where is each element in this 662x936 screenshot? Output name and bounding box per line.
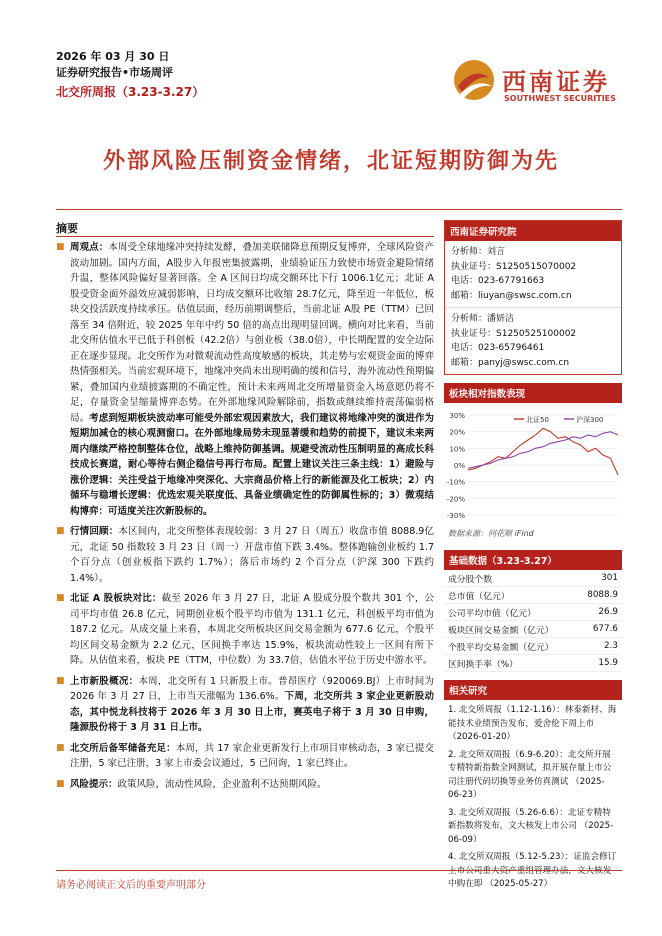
chart-header: 板块相对指数表现 — [444, 383, 622, 403]
y-tick-label: 0% — [453, 462, 465, 470]
item-label: 行情回顾： — [70, 526, 119, 537]
item-label: 北证 A 股板块对比： — [70, 593, 162, 604]
item-weekly-view — [56, 240, 434, 519]
summary-body — [56, 240, 434, 797]
analyst-email[interactable]: 邮箱：liuyan@swsc.com.cn — [451, 290, 572, 301]
y-tick-label: 30% — [449, 412, 465, 420]
table-row: 板块区间交易金额（亿元） 677.6 — [444, 621, 622, 638]
series-line-hs300 — [468, 432, 618, 469]
summary-heading: 摘要 — [56, 222, 78, 235]
item-text: 本周，共 17 家企业更新发行上市项目审核动态，3 家已提交注册，5 家已注册，3 家上市委会议通过，5 已问询，1 家已终止。 — [70, 742, 434, 769]
basic-data-header: 基础数据（3.23-3.27） — [444, 550, 622, 570]
analyst-card — [445, 308, 621, 374]
item-risk — [56, 777, 434, 793]
table-row: 公司平均市值（亿元） 26.9 — [444, 604, 622, 621]
chart-svg — [444, 407, 622, 525]
item-text: 本周受全球地缘冲突持续发酵，叠加美联储降息预期反复博弈，全球风险资产波动加剧。国内方面，A股步入年报密集披露期，业绩验证压力致使市场资金避险情绪升温，整体风险偏好显著回落。全 A 区间日均成交额环比下行 1006.1亿元；北证 A 股受资金面外溢效应减弱影响，日均成交额环比收缩 28.7亿元，降至近一年低位，板块交投活跃度持续承压。估值层面，经历前期调整后，当前北证 A股 PE（TTM）已回落至 34 倍附近，较 2025 年年中约 50 倍的高点出现明显回调。横向对比来看，当前北交所估值水平已低于科创板（42.2倍）与创业板（38.0倍），中长期配置的安全边际正在逐步显现。北交所作为对微观流动性高度敏感的板块，其走势与宏观资金面的博弈热情强相关。当前宏观环境下，地缘冲突尚未出现明确的缓和信号，海外流动性预期偏紧，叠加国内业绩披露期的不确定性，预计未来两周北交所增量资金入场意愿仍将不足，存量资金呈缩量博弈态势。在外部地缘风险解除前，指数或继续维持震荡偏弱格局。 — [70, 242, 434, 424]
analyst-name: 分析师：潘妍洁 — [451, 314, 515, 324]
logo-en: SOUTHWEST SECURITIES — [504, 94, 616, 103]
footer-divider — [56, 870, 622, 871]
summary-divider — [56, 236, 434, 237]
y-tick-label: -20% — [446, 495, 465, 504]
chart-source: 数据来源：同花顺 iFind — [448, 529, 534, 538]
analyst-license: 执业证号：S1250515070002 — [451, 261, 577, 272]
list-item[interactable]: 2. 北交所双周报（6.9-6.20）：北交所开展专精特新指数全网测试，拟开展存量上市公司注册代码切换等业务仿真测试 （2025-06-23） — [448, 749, 612, 800]
analyst-license: 执业证号：S1250525100002 — [451, 328, 577, 339]
table-row: 区间换手率（%） 15.9 — [444, 655, 622, 672]
page-title: 外部风险压制资金情绪，北证短期防御为先 — [102, 149, 559, 174]
report-type: 证券研究报告•市场周评 — [56, 66, 174, 79]
series-line-bz50 — [468, 428, 618, 475]
table-row: 成分股个数 301 — [444, 570, 622, 587]
list-item[interactable]: 4. 北交所双周报（5.12-5.23）：证监会修订 中购在即 （2025-05-27） — [448, 852, 617, 889]
item-text: 本周，北交所有 1 只新股上市。普昂医疗（920069.BJ）上市时间为 2026 年 3 月 27 日，上市当天涨幅为 136.6%。 — [70, 675, 434, 702]
related-research-header: 相关研究 — [444, 680, 622, 700]
y-tick-label: -10% — [446, 478, 465, 487]
analyst-phone: 电话：023-67791663 — [451, 276, 545, 286]
y-tick-label: 10% — [449, 445, 465, 454]
table-row: 总市值（亿元） 8088.9 — [444, 587, 622, 604]
item-market-review — [56, 524, 434, 586]
item-emphasis: 考虑到短期板块波动率可能受外部宏观因素放大，我们建议将地缘冲突的演进作为短期加减仓的核心观测窗口。在外部地缘局势未现显著缓和趋势的前提下，建议未来两周内继续严格控制整体仓位，战略上维持防御基调。规避受流动性压制明显的高成长科技成长赛道，耐心等待右侧企稳信号再行布局。配置上建议关注三条主线：1）避险与涨价逻辑：关注受益于地缘冲突深化、大宗商品价格上行的新能源及化工板块；2）内循环与稳增长逻辑：优选宏观关联度低、具备业绩确定性的防御属性标的；3）微观结构博弈：可适度关注次新股标的。 — [70, 412, 434, 517]
sidebar — [444, 220, 622, 900]
analyst-name: 分析师：刘言 — [451, 247, 506, 257]
item-emphasis: 下周，北交所共 3 家企业更新股动态，其中悦龙科技将于 2026 年 3 月 30 日上市，赛英电子将于 3 月 30 日申购，隆源股份将于 3 月 31 日上市。 — [70, 691, 434, 733]
legend-label: 沪深300 — [576, 416, 604, 424]
list-item[interactable]: 3. 北交所双周报（5.26-6.6）：北证专精特新指数将发布，文大核发上市公司 （2025-06-09） — [448, 807, 614, 845]
item-label: 风险提示： — [70, 778, 118, 790]
footer-disclaimer: 请务必阅读正文后的重要声明部分 — [56, 880, 206, 891]
item-pipeline — [56, 741, 434, 772]
item-sector-compare — [56, 591, 434, 669]
list-item[interactable]: 1. 北交所周报（1.12-1.16）：林泰新材、海能技术业绩预告发布，爱舍伦下周上市 （2026-01-20） — [448, 705, 617, 742]
brand-logo — [452, 54, 622, 114]
item-text: 政策风险，流动性风险，企业盈利不达预期风险。 — [117, 778, 327, 790]
item-ipo-overview — [56, 674, 434, 736]
title-divider — [56, 209, 622, 210]
report-date: 2026 年 03 月 30 日 — [56, 50, 170, 63]
analyst-box — [444, 220, 622, 375]
analyst-email[interactable]: 邮箱：panyj@swsc.com.cn — [451, 357, 570, 368]
item-label: 上市新股概况： — [70, 675, 139, 687]
item-text: 本区间内，北交所整体表现较弱：3 月 27 日（周五）收盘市值 8088.9亿元，北证 50 指数较 3 月 23 日（周一）开盘市值下跌 3.4%。整体跑输创业板约 1.7 个百分点（创业板指下跌约 1.7%）；落后市场约 2 个百分点（沪深 300 下跌约 1.4%）。 — [70, 526, 434, 584]
item-label: 周观点： — [70, 242, 109, 253]
report-series: 北交所周报（3.23-3.27） — [56, 85, 205, 99]
relative-performance-chart — [444, 407, 622, 525]
y-tick-label: -30% — [446, 512, 465, 520]
analyst-phone: 电话：023-65796461 — [451, 343, 545, 353]
institute-header: 西南证券研究院 — [445, 221, 621, 241]
analyst-card — [445, 241, 621, 308]
logo-cn: 西南证券 — [502, 67, 610, 96]
legend-label: 北证50 — [526, 416, 549, 424]
item-label: 北交所后备军储备充足： — [70, 742, 176, 754]
item-text: 截至 2026 年 3 月 27 日，北证 A 股成分股个数共 301 个，公司平均市值 26.8 亿元，同期创业板个股平均市值为 131.1 亿元，科创板平均市值为 187.2 亿元。从成交量上来看，本周北交所板块区间交易金额为 677.6 亿元，个股平均区间交易金额为 2.2 亿元，区间换手率达 15.9%，板块流动性较上一区间有所下降。从估值来看，板块 PE（TTM，中位数）为 33.7倍，估值水平位于历史中游水平。 — [70, 593, 435, 666]
y-tick-label: 20% — [449, 428, 465, 437]
basic-data-table — [444, 570, 622, 672]
table-row: 个股平均交易金额（亿元） 2.3 — [444, 638, 622, 655]
